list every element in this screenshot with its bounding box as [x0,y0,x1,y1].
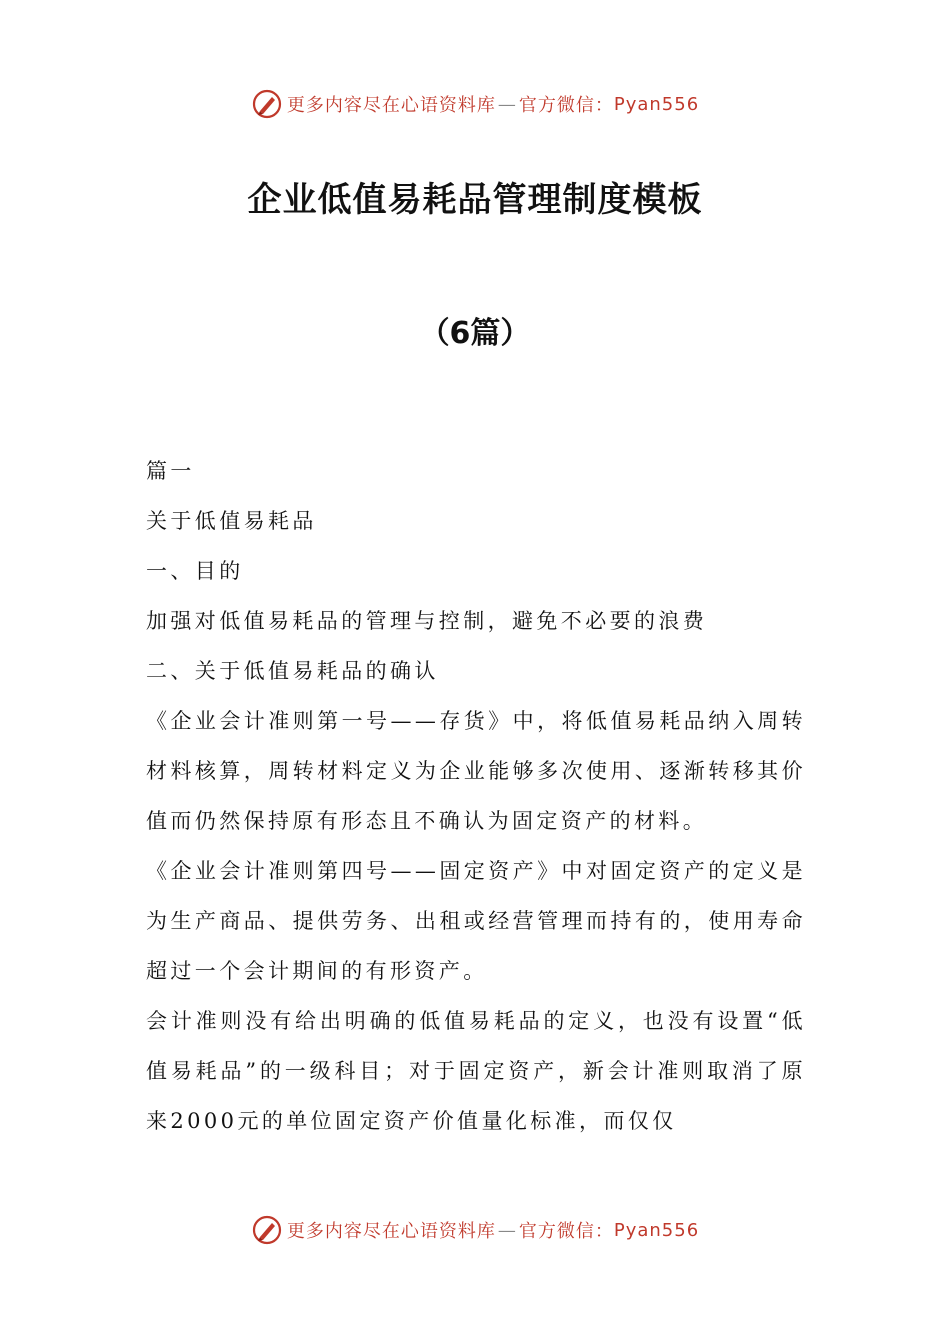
watermark-wechat-id: Pyan556 [613,1219,700,1241]
paragraph: 加强对低值易耗品的管理与控制，避免不必要的浪费 [146,609,708,633]
paragraph: 二、关于低值易耗品的确认 [146,659,439,683]
watermark-banner-bottom [0,1210,950,1250]
pen-logo-icon [251,1214,283,1246]
document-body [146,446,806,1146]
watermark-banner-top [0,84,950,124]
watermark-dash: — [497,93,517,115]
document-subtitle: （6篇） [419,316,531,351]
paragraph: 关于低值易耗品 [146,509,317,533]
document-title: 企业低值易耗品管理制度模板 [247,180,703,220]
paragraph: 《企业会计准则第四号——固定资产》中对固定资产的定义是为生产商品、提供劳务、出租或经营管理而持有的，使用寿命超过一个会计期间的有形资产。 [146,859,806,983]
pen-logo-icon [251,88,283,120]
paragraph: 一、目的 [146,559,244,583]
watermark-dash: — [497,1219,517,1241]
watermark-wechat-id: Pyan556 [613,93,700,115]
watermark-label: 官方微信： [518,95,614,116]
watermark-label: 官方微信： [518,1221,614,1242]
paragraph: 会计准则没有给出明确的低值易耗品的定义，也没有设置“低值易耗品”的一级科目；对于固定资产，新会计准则取消了原来2000元的单位固定资产价值量化标准，而仅仅 [146,1009,806,1133]
watermark-text: 更多内容尽在心语资料库 [286,1221,496,1242]
paragraph: 篇一 [146,459,195,483]
paragraph: 《企业会计准则第一号——存货》中，将低值易耗品纳入周转材料核算，周转材料定义为企业能够多次使用、逐渐转移其价值而仍然保持原有形态且不确认为固定资产的材料。 [146,709,806,833]
watermark-text: 更多内容尽在心语资料库 [286,95,496,116]
